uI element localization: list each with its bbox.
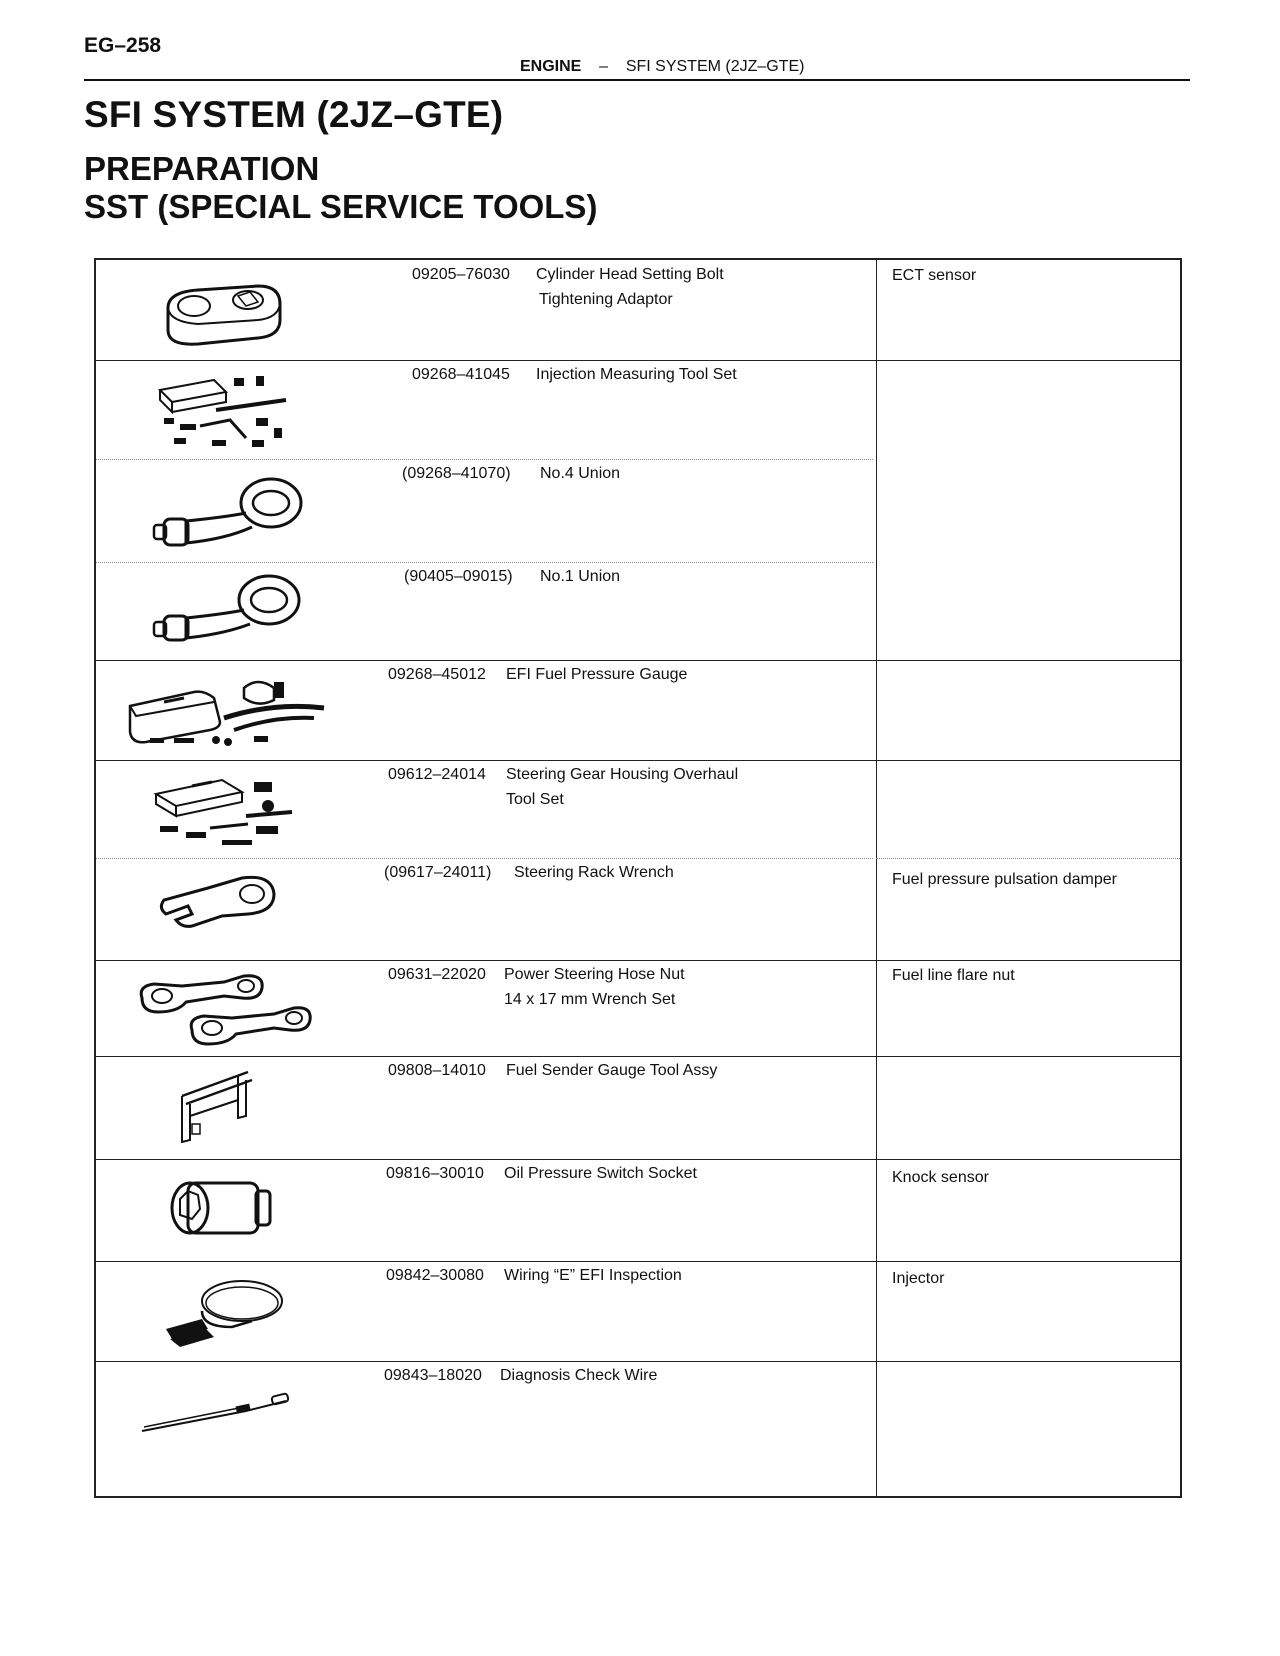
tool-name-line: 14 x 17 mm Wrench Set <box>504 991 676 1008</box>
running-header-title: SFI SYSTEM (2JZ–GTE) <box>625 58 805 75</box>
tool-row <box>96 562 1180 660</box>
section-heading: PREPARATION <box>84 150 320 187</box>
tool-row <box>96 1361 1180 1498</box>
tool-set-icon <box>156 368 296 454</box>
running-header-dash: – <box>599 58 609 75</box>
socket-icon <box>166 1175 276 1239</box>
tool-name-line: Steering Gear Housing Overhaul <box>506 766 739 783</box>
part-number: 09205–76030 <box>412 266 510 283</box>
tool-name: Fuel Sender Gauge Tool Assy <box>506 1062 718 1079</box>
tool-row <box>96 960 1180 1056</box>
running-header-section: ENGINE <box>520 58 582 75</box>
wiring-icon <box>162 1271 292 1351</box>
part-number: 09268–45012 <box>388 666 486 683</box>
tool-name-line: Power Steering Hose Nut <box>504 966 685 983</box>
gauge-tool-icon <box>172 1066 262 1152</box>
page-number: EG–258 <box>84 34 162 57</box>
tool-name: Diagnosis Check Wire <box>500 1367 658 1384</box>
part-number: (09617–24011) <box>384 864 492 881</box>
part-number: 09808–14010 <box>388 1062 486 1079</box>
tool-name-line: Tightening Adaptor <box>539 291 673 308</box>
gauge-kit-icon <box>124 672 334 752</box>
tool-row <box>96 1159 1180 1261</box>
tool-name: Oil Pressure Switch Socket <box>504 1165 697 1182</box>
part-number: 09816–30010 <box>386 1165 484 1182</box>
tool-row <box>96 858 1180 960</box>
tool-row <box>96 760 1180 858</box>
tool-row <box>96 660 1180 760</box>
section-subheading: SST (SPECIAL SERVICE TOOLS) <box>84 188 598 225</box>
part-number: (09268–41070) <box>402 465 511 482</box>
running-header <box>520 58 805 76</box>
header-rule <box>84 79 1190 81</box>
tool-use: Injector <box>892 1270 945 1287</box>
check-wire-icon <box>136 1381 296 1441</box>
union-icon <box>144 572 304 648</box>
tool-name: No.4 Union <box>540 465 621 482</box>
tool-set-icon <box>152 772 302 852</box>
tool-row <box>96 260 1180 360</box>
wrench-icon <box>152 868 282 938</box>
tool-row <box>96 459 1180 562</box>
tool-name <box>536 262 724 312</box>
tool-use: Knock sensor <box>892 1169 989 1186</box>
tool-use: ECT sensor <box>892 267 977 284</box>
part-number: 09843–18020 <box>384 1367 482 1384</box>
tool-name <box>504 962 685 1012</box>
tool-name-line: Cylinder Head Setting Bolt <box>536 266 724 283</box>
tool-name-line: Tool Set <box>506 791 564 808</box>
tool-use: Fuel line flare nut <box>892 967 1015 984</box>
tool-name: Injection Measuring Tool Set <box>536 366 737 383</box>
tool-name <box>506 762 738 812</box>
union-icon <box>146 473 306 553</box>
wrench-set-icon <box>134 968 314 1052</box>
tool-row <box>96 1056 1180 1159</box>
tool-row <box>96 1261 1180 1361</box>
tool-name: Wiring “E” EFI Inspection <box>504 1267 682 1284</box>
adaptor-icon <box>158 280 288 350</box>
tool-name: No.1 Union <box>540 568 621 585</box>
tool-row <box>96 360 1180 459</box>
tool-use: Fuel pressure pulsation damper <box>892 871 1118 888</box>
part-number: 09842–30080 <box>386 1267 484 1284</box>
part-number: 09268–41045 <box>412 366 510 383</box>
sst-table <box>94 258 1182 1498</box>
part-number: (90405–09015) <box>404 568 513 585</box>
page-title: SFI SYSTEM (2JZ–GTE) <box>84 94 504 135</box>
part-number: 09631–22020 <box>388 966 486 983</box>
part-number: 09612–24014 <box>388 766 486 783</box>
tool-name: EFI Fuel Pressure Gauge <box>506 666 688 683</box>
tool-name: Steering Rack Wrench <box>514 864 674 881</box>
